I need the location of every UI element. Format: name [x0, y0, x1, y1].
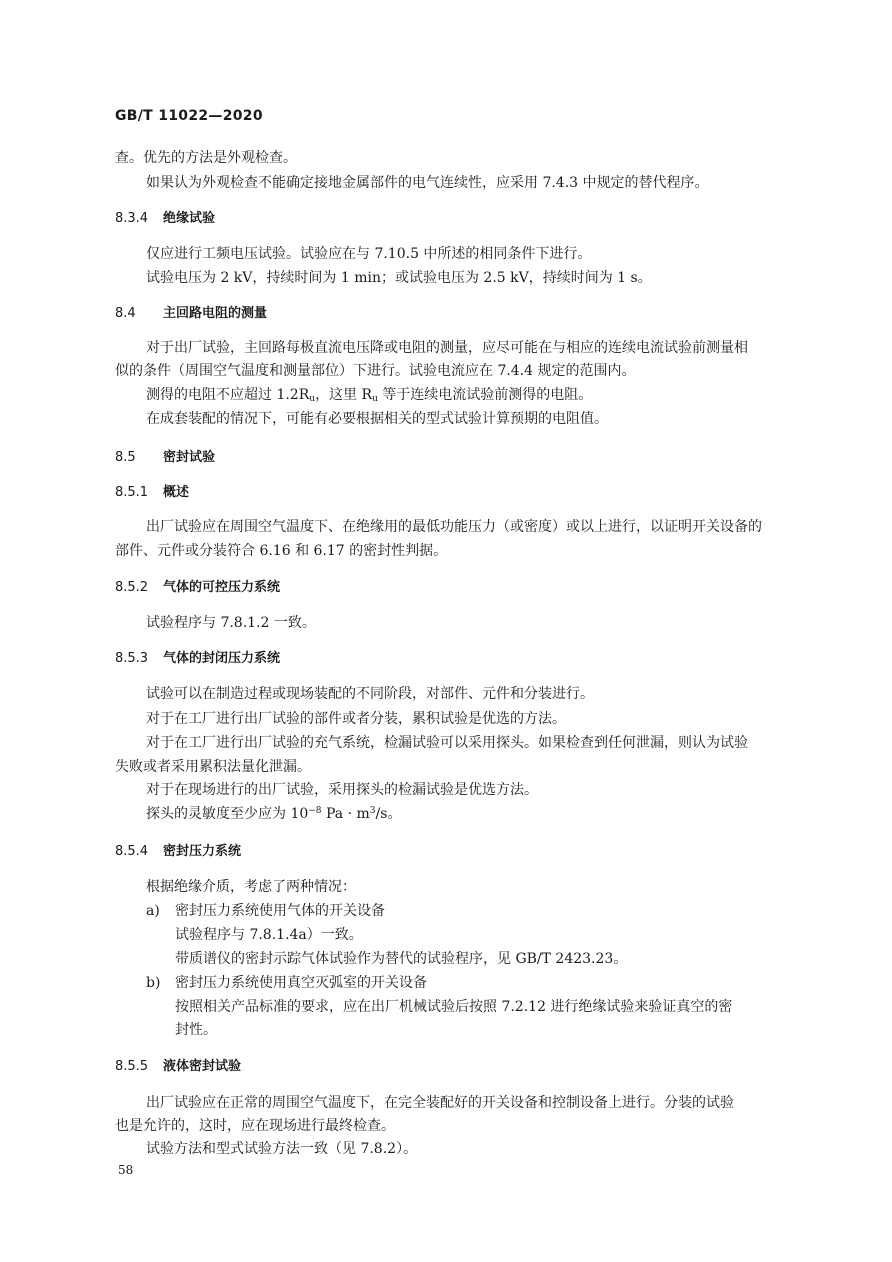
section-number: 8.5.3: [115, 651, 149, 666]
paragraph-line: 出厂试验应在周围空气温度下、在绝缘用的最低功能压力（或密度）或以上进行，以证明开关设备的: [146, 519, 762, 535]
paragraph-line: 对于出厂试验，主回路每极直流电压降或电阻的测量，应尽可能在与相应的连续电流试验前测量相: [146, 340, 748, 356]
paragraph-line: 在成套装配的情况下，可能有必要根据相关的型式试验计算预期的电阻值。: [146, 411, 608, 427]
section-number: 8.4: [115, 306, 136, 321]
section-heading-8-5-3: [115, 650, 280, 668]
paragraph-line: 对于在工厂进行出厂试验的充气系统，检漏试验可以采用探头。如果检查到任何泄漏，则认为试验: [146, 735, 748, 751]
section-heading-8-5-4: [115, 843, 241, 861]
paragraph-line: 部件、元件或分装符合 6.16 和 6.17 的密封性判据。: [115, 543, 448, 559]
section-title: 液体密封试验: [163, 1059, 242, 1074]
section-heading-8-3-4: [115, 210, 215, 228]
section-number: 8.5.1: [115, 485, 149, 500]
superscript: 3: [369, 806, 376, 816]
paragraph-line: 也是允许的，这时，应在现场进行最终检查。: [115, 1118, 395, 1134]
superscript: −8: [308, 806, 322, 816]
section-heading-8-5-2: [115, 579, 280, 597]
text-run: 测得的电阻不应超过 1.2R: [146, 387, 310, 403]
paragraph-line: [146, 805, 401, 823]
section-title: 概述: [163, 485, 190, 500]
section-number: 8.5.5: [115, 1059, 149, 1074]
paragraph-line: 失败或者采用累积法量化泄漏。: [115, 759, 311, 775]
section-title: 气体的可控压力系统: [163, 580, 281, 595]
list-item-line: 带质谱仪的密封示踪气体试验作为替代的试验程序，见 GB/T 2423.23。: [175, 951, 628, 967]
list-marker-b: b): [146, 975, 161, 991]
paragraph-line: [146, 386, 592, 404]
list-item-line: 按照相关产品标准的要求，应在出厂机械试验后按照 7.2.12 进行绝缘试验来验证真空的密: [175, 999, 733, 1015]
section-heading-8-5-5: [115, 1058, 241, 1076]
section-title: 气体的封闭压力系统: [163, 651, 281, 666]
subscript: u: [372, 394, 378, 404]
paragraph-line: 对于在工厂进行出厂试验的部件或者分装，累积试验是优选的方法。: [146, 711, 566, 727]
text-run: /s。: [375, 806, 402, 822]
paragraph-line: 试验程序与 7.8.1.2 一致。: [146, 615, 316, 631]
paragraph-line: 试验电压为 2 kV，持续时间为 1 min；或试验电压为 2.5 kV，持续时间为 1 s。: [146, 270, 652, 286]
paragraph-line: 如果认为外观检查不能确定接地金属部件的电气连续性，应采用 7.4.3 中规定的替代程序。: [146, 175, 709, 191]
list-item-line: 封性。: [175, 1022, 217, 1038]
section-heading-8-5: [115, 449, 215, 467]
text-run: 探头的灵敏度至少应为 10: [146, 806, 309, 822]
list-item-line: 试验程序与 7.8.1.4a）一致。: [175, 927, 363, 943]
paragraph-line: 出厂试验应在正常的周围空气温度下，在完全装配好的开关设备和控制设备上进行。分装的试验: [146, 1095, 734, 1111]
section-number: 8.5: [115, 450, 136, 465]
subscript: u: [309, 394, 316, 404]
paragraph-line: 试验方法和型式试验方法一致（见 7.8.2）。: [146, 1141, 418, 1157]
document-header: GB/T 11022—2020: [115, 108, 263, 124]
section-title: 密封压力系统: [163, 844, 242, 859]
page-number: 58: [118, 1163, 134, 1177]
section-number: 8.5.2: [115, 580, 149, 595]
section-number: 8.3.4: [115, 211, 149, 226]
paragraph-line: 根据绝缘介质，考虑了两种情况：: [146, 879, 356, 895]
section-heading-8-4: [115, 305, 267, 323]
section-number: 8.5.4: [115, 844, 149, 859]
list-item-line: 密封压力系统使用真空灭弧室的开关设备: [175, 975, 427, 991]
section-title: 主回路电阻的测量: [163, 306, 268, 321]
text-run: ，这里 R: [315, 387, 373, 403]
section-title: 绝缘试验: [163, 211, 216, 226]
paragraph-line: 试验可以在制造过程或现场装配的不同阶段，对部件、元件和分装进行。: [146, 686, 594, 702]
paragraph-line: 查。优先的方法是外观检查。: [115, 150, 297, 166]
list-item-line: 密封压力系统使用气体的开关设备: [175, 903, 385, 919]
text-run: 等于连续电流试验前测得的电阻。: [377, 387, 593, 403]
paragraph-line: 对于在现场进行的出厂试验，采用探头的检漏试验是优选方法。: [146, 782, 538, 798]
text-run: Pa · m: [321, 806, 370, 822]
paragraph-line: 仅应进行工频电压试验。试验应在与 7.10.5 中所述的相同条件下进行。: [146, 246, 592, 262]
section-title: 密封试验: [163, 450, 216, 465]
paragraph-line: 似的条件（周围空气温度和测量部位）下进行。试验电流应在 7.4.4 规定的范围内。: [115, 363, 636, 379]
list-marker-a: a): [146, 903, 160, 919]
section-heading-8-5-1: [115, 484, 189, 502]
